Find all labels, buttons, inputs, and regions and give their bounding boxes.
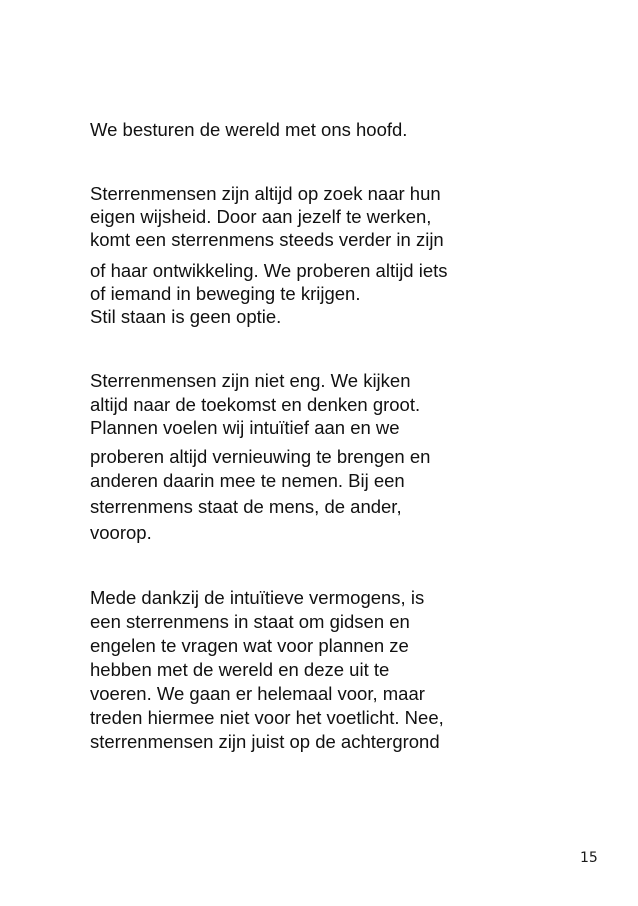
text-line: sterrenmensen zijn juist op de achtergrond bbox=[90, 731, 440, 752]
text-line: of iemand in beweging te krijgen. bbox=[90, 283, 361, 304]
text-line: altijd naar de toekomst en denken groot. bbox=[90, 394, 421, 415]
text-line: Sterrenmensen zijn niet eng. We kijken bbox=[90, 370, 411, 391]
text-line: Plannen voelen wij intuïtief aan en we bbox=[90, 417, 400, 438]
text-line: engelen te vragen wat voor plannen ze bbox=[90, 635, 409, 656]
text-line: voorop. bbox=[90, 522, 152, 543]
page-number: 15 bbox=[580, 850, 598, 866]
text-line: komt een sterrenmens steeds verder in zijn bbox=[90, 229, 444, 250]
text-line: Stil staan is geen optie. bbox=[90, 306, 282, 327]
text-line: eigen wijsheid. Door aan jezelf te werken, bbox=[90, 206, 432, 227]
text-line: of haar ontwikkeling. We proberen altijd iets bbox=[90, 260, 448, 281]
text-line: voeren. We gaan er helemaal voor, maar bbox=[90, 683, 425, 704]
text-line: We besturen de wereld met ons hoofd. bbox=[90, 119, 408, 140]
text-line: Sterrenmensen zijn altijd op zoek naar hun bbox=[90, 183, 441, 204]
text-line: treden hiermee niet voor het voetlicht. Nee, bbox=[90, 707, 444, 728]
text-line: sterrenmens staat de mens, de ander, bbox=[90, 496, 402, 517]
text-line: anderen daarin mee te nemen. Bij een bbox=[90, 470, 405, 491]
text-line: Mede dankzij de intuïtieve vermogens, is bbox=[90, 587, 425, 608]
text-line: hebben met de wereld en deze uit te bbox=[90, 659, 390, 680]
text-line: proberen altijd vernieuwing te brengen en bbox=[90, 446, 431, 467]
text-line: een sterrenmens in staat om gidsen en bbox=[90, 611, 410, 632]
